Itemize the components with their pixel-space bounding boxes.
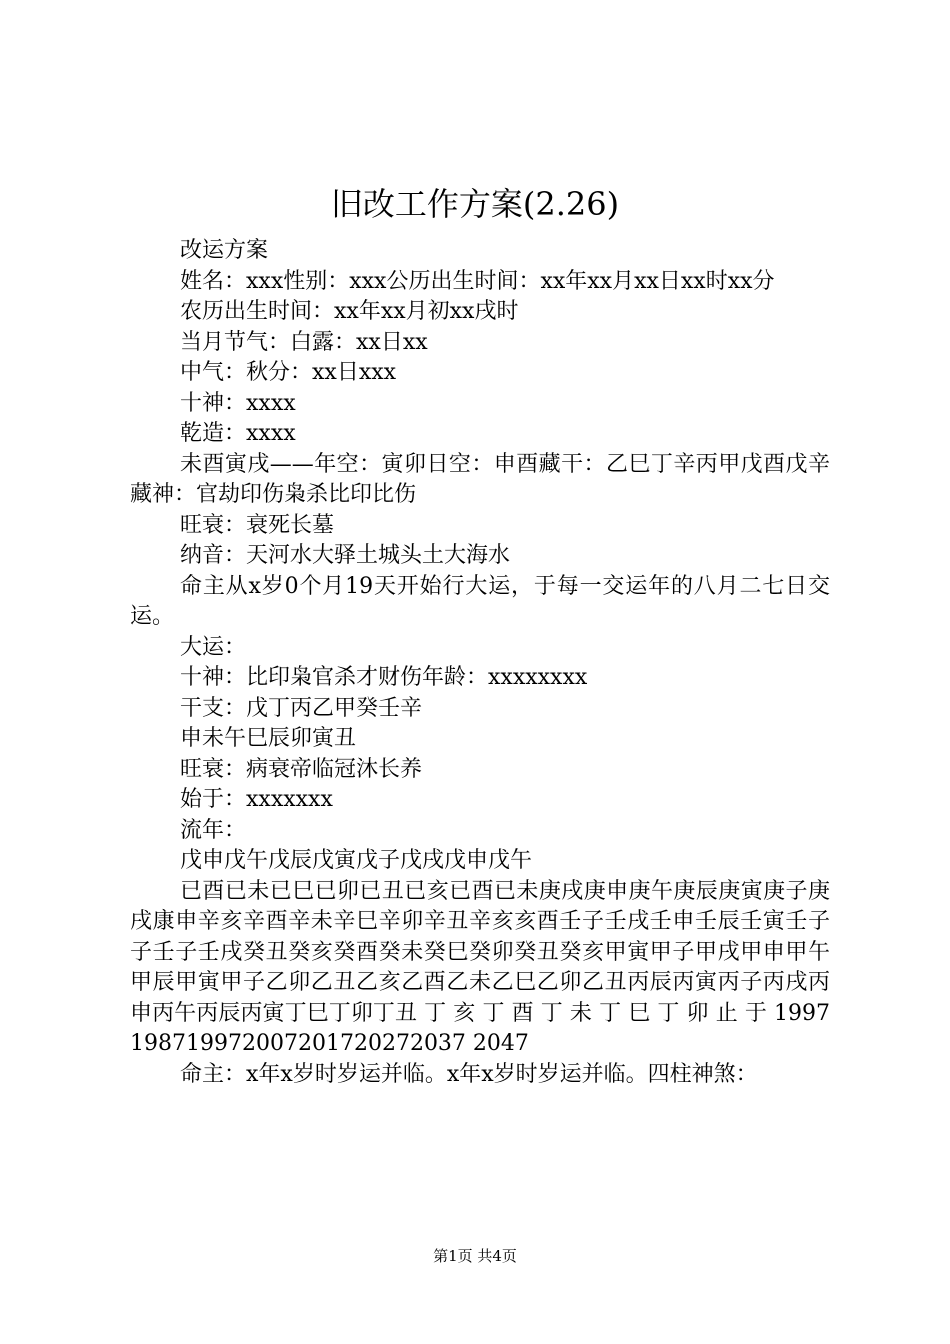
- paragraph: 旺衰：病衰帝临冠沐长养: [180, 756, 423, 782]
- paragraph: 改运方案: [180, 238, 269, 263]
- paragraph: 当月节气：白露：xx日xx: [180, 329, 428, 355]
- paragraph: 命主：x年x岁时岁运并临。x年x岁时岁运并临。四柱神煞：: [180, 1061, 758, 1087]
- paragraph: 命主从x岁0个月19天开始行大运，于每一交运年的八月二七日交运。: [130, 573, 830, 629]
- paragraph: 始于：xxxxxxx: [180, 787, 333, 812]
- paragraph: 姓名：xxx性别：xxx公历出生时间：xx年xx月xx日xx时xx分: [180, 268, 775, 294]
- paragraph: 干支：戊丁丙乙甲癸壬辛: [180, 695, 423, 721]
- paragraph: 纳音：天河水大驿土城头土大海水: [180, 543, 511, 568]
- paragraph: 已酉已未已巳已卯已丑已亥已酉已未庚戌庚申庚午庚辰庚寅庚子庚戌康申辛亥辛酉辛未辛巳辛卯辛丑辛亥亥酉壬子壬戌壬申壬辰壬寅壬子子壬子壬戌癸丑癸亥癸酉癸未癸巳癸卯癸丑癸亥甲寅甲子甲戌甲申甲午甲辰甲寅甲子乙卯乙丑乙亥乙酉乙未乙巳乙卯乙丑丙辰丙寅丙子丙戌丙申丙午丙辰丙寅丁巳丁卯丁丑 丁 亥 丁 酉 丁 未 丁 巳 丁 卯 止 于 1997198719972007201720272037 2047: [130, 878, 830, 1056]
- paragraph: 农历出生时间：xx年xx月初xx戌时: [180, 299, 519, 324]
- paragraph: 申未午巳辰卯寅丑: [180, 726, 357, 751]
- paragraph: 旺衰：衰死长墓: [180, 512, 335, 538]
- paragraph: 中气：秋分：xx日xxx: [180, 360, 397, 385]
- paragraph: 戊申戊午戊辰戊寅戊子戊戌戊申戊午: [180, 848, 533, 873]
- page-footer: 第1页 共4页: [433, 1247, 517, 1265]
- document-body: [130, 236, 830, 1090]
- document-title: 旧改工作方案(2.26): [330, 185, 620, 223]
- paragraph: 大运：: [180, 634, 247, 660]
- paragraph: 乾造：xxxx: [180, 421, 296, 446]
- paragraph: 未酉寅戌——年空：寅卯日空：申酉藏干：乙巳丁辛丙甲戊酉戊辛藏神：官劫印伤枭杀比印比伤: [130, 451, 830, 507]
- paragraph: 十神：xxxx: [180, 390, 296, 416]
- paragraph: 流年：: [180, 817, 247, 843]
- paragraph: 十神：比印枭官杀才财伤年龄：xxxxxxxx: [180, 665, 588, 690]
